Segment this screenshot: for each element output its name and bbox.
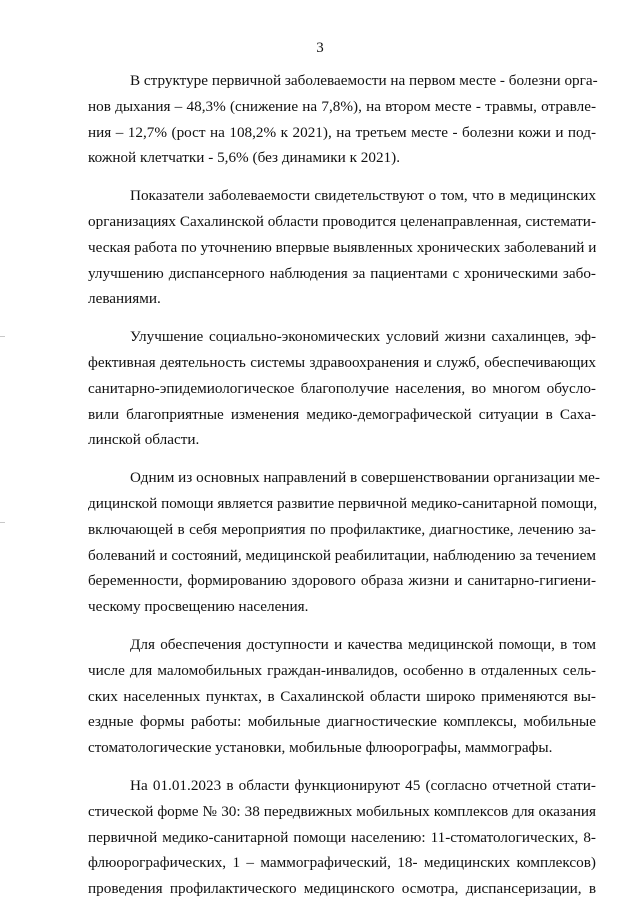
paragraph (88, 324, 596, 453)
text-line: первичной медико-санитарной помощи населению: 11-стоматологических, 8- (88, 828, 596, 846)
text-line: нов дыхания – 48,3% (снижение на 7,8%), на втором месте - травмы, отравле- (88, 97, 596, 115)
text-line: беременности, формированию здорового образа жизни и санитарно-гигиени- (88, 572, 596, 590)
paragraph (88, 773, 596, 902)
text-line: Одним из основных направлений в совершенствовании организации ме- (130, 469, 600, 487)
text-line: Улучшение социально-экономических условий жизни сахалинцев, эф- (130, 328, 596, 346)
text-line: ческая работа по уточнению впервые выявленных хронических заболеваний и (88, 238, 597, 256)
text-line: ческому просвещению населения. (88, 598, 309, 616)
text-line: вили благоприятные изменения медико-демографической ситуации в Саха- (88, 405, 596, 423)
page-number: 3 (316, 40, 324, 56)
text-line: дицинской помощи является развитие первичной медико-санитарной помощи, (88, 494, 598, 512)
text-line: кожной клетчатки - 5,6% (без динамики к 2021). (88, 149, 400, 167)
text-line: ских населенных пунктах, в Сахалинской области широко применяются вы- (88, 687, 596, 705)
text-line: стической форме № 30: 38 передвижных мобильных комплексов для оказания (88, 802, 596, 820)
text-line: Показатели заболеваемости свидетельствуют о том, что в медицинских (130, 187, 596, 205)
text-line: организациях Сахалинской области проводится целенаправленная, системати- (88, 212, 596, 230)
text-line: фективная деятельность системы здравоохранения и служб, обеспечивающих (88, 353, 596, 371)
scan-mark (0, 336, 5, 337)
text-line: флюорографических, 1 – маммографический, 18- медицинских комплексов) (88, 854, 596, 872)
text-line: ездные формы работы: мобильные диагностические комплексы, мобильные (88, 713, 596, 731)
text-line: линской области. (88, 431, 200, 449)
text-line: Для обеспечения доступности и качества медицинской помощи, в том (130, 635, 596, 653)
text-line: санитарно-эпидемиологическое благополучие населения, во многом обусло- (88, 379, 596, 397)
text-line: включающей в себя мероприятия по профилактике, диагностике, лечению за- (88, 520, 596, 538)
paragraph (88, 632, 596, 761)
paragraph (88, 68, 596, 171)
text-line: На 01.01.2023 в области функционируют 45 (согласно отчетной стати- (130, 776, 596, 794)
paragraph (88, 183, 596, 312)
text-line: ния – 12,7% (рост на 108,2% к 2021), на третьем месте - болезни кожи и под- (88, 123, 596, 141)
scan-mark (0, 522, 5, 523)
text-line: стоматологические установки, мобильные флюорографы, маммографы. (88, 739, 553, 757)
body-text (88, 68, 600, 914)
text-line: болеваний и состояний, медицинской реабилитации, наблюдению за течением (88, 546, 596, 564)
text-line: проведения профилактического медицинского осмотра, диспансеризации, в (88, 880, 596, 898)
text-line: улучшению диспансерного наблюдения за пациентами с хроническими забо- (88, 264, 596, 282)
text-line: числе для маломобильных граждан-инвалидов, особенно в отдаленных сель- (88, 661, 596, 679)
text-line: леваниями. (88, 290, 161, 308)
paragraph (88, 465, 600, 620)
text-line: В структуре первичной заболеваемости на первом месте - болезни орга- (130, 72, 598, 89)
